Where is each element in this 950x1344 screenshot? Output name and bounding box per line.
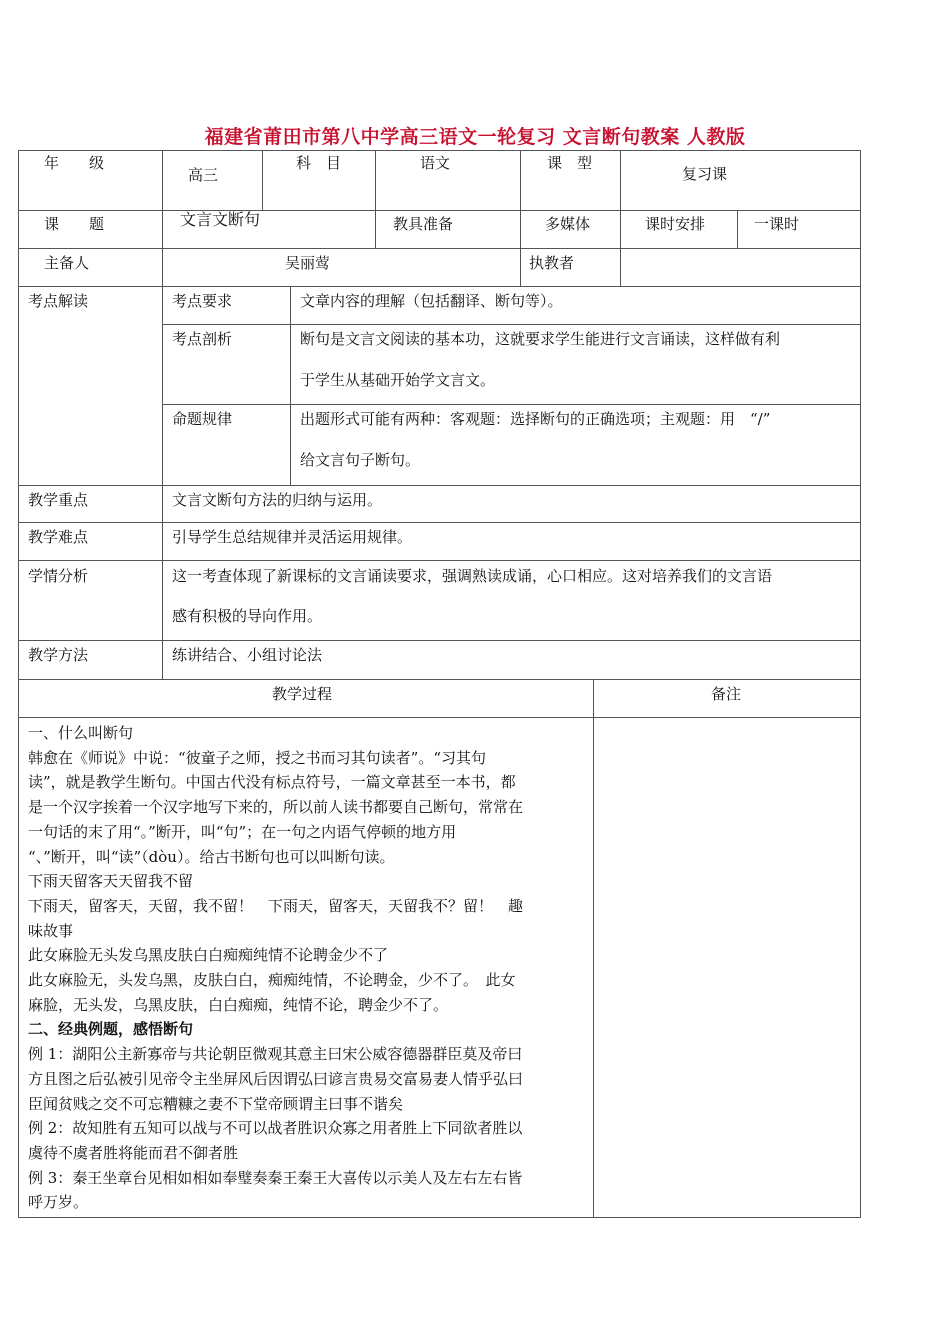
method-text: 练讲结合、小组讨论法	[172, 646, 323, 664]
grade-value: 高三	[188, 166, 219, 184]
subject-value: 语文	[420, 154, 451, 172]
column-divider	[520, 150, 521, 286]
row-divider	[18, 485, 861, 486]
column-divider	[162, 150, 163, 679]
notes-header: 备注	[711, 685, 742, 703]
row-divider	[18, 248, 861, 249]
prep-label: 主备人	[44, 254, 90, 272]
difficulty-text: 引导学生总结规律并灵活运用规律。	[172, 528, 413, 546]
learner-label: 学情分析	[28, 567, 89, 585]
row-divider	[162, 404, 861, 405]
tools-value: 多媒体	[545, 215, 591, 233]
rule-text-line-1: 出题形式可能有两种：客观题：选择断句的正确选项；主观题：用 “/”	[300, 410, 771, 428]
example-line: 例 1：湖阳公主新寡帝与共论朝臣微观其意主曰宋公威容德器群臣莫及帝曰	[28, 1045, 523, 1064]
focus-text: 文言文断句方法的归纳与运用。	[172, 491, 383, 509]
process-line: 麻脸，无头发，乌黑皮肤，白白痴痴，纯情不论，聘金少不了。	[28, 995, 449, 1014]
learner-text-line-2: 感有积极的导向作用。	[172, 607, 323, 625]
section-2-heading: 二、经典例题，感悟断句	[28, 1020, 194, 1039]
process-line: 下雨天留客天天留我不留	[28, 872, 194, 891]
row-divider	[18, 640, 861, 641]
row-divider	[18, 210, 861, 211]
requirement-text: 文章内容的理解（包括翻译、断句等）。	[300, 292, 563, 310]
column-divider	[737, 210, 738, 248]
process-line: 是一个汉字挨着一个汉字地写下来的，所以前人读书都要自己断句，常常在	[28, 798, 524, 817]
process-line: 一、什么叫断句	[28, 724, 134, 742]
process-line: 下雨天，留客天，天留，我不留！ 下雨天，留客天，天留我不？留！ 趣	[28, 896, 524, 915]
row-divider	[162, 324, 861, 325]
document-title: 福建省莆田市第八中学高三语文一轮复习 文言断句教案 人教版	[204, 126, 746, 148]
learner-text-line-1: 这一考查体现了新课标的文言诵读要求，强调熟读成诵，心口相应。这对培养我们的文言语	[172, 567, 773, 585]
row-divider	[18, 560, 861, 561]
rule-text-line-2: 给文言句子断句。	[300, 451, 421, 469]
column-divider	[593, 679, 594, 1218]
example-line: 例 3：秦王坐章台见相如相如奉璧奏秦王秦王大喜传以示美人及左右左右皆	[28, 1168, 523, 1187]
example-line: 臣闻贫贱之交不可忘糟糠之妻不下堂帝顾谓主曰事不谐矣	[28, 1094, 404, 1113]
process-line: 此女麻脸无，头发乌黑，皮肤白白，痴痴纯情，不论聘金，少不了。 此女	[28, 971, 516, 990]
teacher-label: 执教者	[529, 254, 575, 272]
requirement-label: 考点要求	[172, 292, 233, 310]
dissection-text-line-1: 断句是文言文阅读的基本功，这就要求学生能进行文言诵读，这样做有利	[300, 330, 781, 348]
prep-value: 吴丽莺	[285, 254, 331, 272]
process-line: 味故事	[28, 921, 74, 940]
process-header: 教学过程	[272, 685, 333, 703]
process-line: 韩愈在《师说》中说：“彼童子之师，授之书而习其句读者”。“习其句	[28, 748, 487, 767]
row-divider	[18, 679, 861, 680]
column-divider	[290, 286, 291, 485]
example-line: 方且图之后弘被引见帝令主坐屏风后因谓弘曰谚言贵易交富易妻人情乎弘曰	[28, 1069, 524, 1088]
dissection-label: 考点剖析	[172, 330, 233, 348]
column-divider	[262, 150, 263, 210]
hours-label: 课时安排	[645, 215, 706, 233]
example-line: 呼万岁。	[28, 1193, 89, 1212]
hours-value: 一课时	[754, 215, 800, 233]
process-body	[28, 721, 584, 1215]
process-line: “、”断开，叫“读”（dòu）。给古书断句也可以叫断句读。	[28, 847, 395, 866]
column-divider	[620, 150, 621, 286]
dissection-text-line-2: 于学生从基础开始学文言文。	[300, 371, 496, 389]
method-label: 教学方法	[28, 646, 89, 664]
row-divider	[18, 286, 861, 287]
analysis-section-label: 考点解读	[28, 292, 89, 310]
type-value: 复习课	[682, 165, 728, 183]
row-divider	[18, 717, 861, 718]
focus-label: 教学重点	[28, 491, 89, 509]
process-line: 读”，就是教学生断句。中国古代没有标点符号，一篇文章甚至一本书，都	[28, 773, 516, 792]
column-divider	[375, 150, 376, 248]
topic-value: 文言文断句	[180, 210, 261, 229]
topic-label: 课 题	[44, 215, 105, 233]
tools-label: 教具准备	[393, 215, 454, 233]
rule-label: 命题规律	[172, 410, 233, 428]
difficulty-label: 教学难点	[28, 528, 89, 546]
process-line: 此女麻脸无头发乌黑皮肤白白痴痴纯情不论聘金少不了	[28, 946, 389, 965]
grade-label: 年 级	[44, 154, 105, 172]
subject-label: 科 目	[296, 154, 342, 172]
example-line: 例 2：故知胜有五知可以战与不可以战者胜识众寡之用者胜上下同欲者胜以	[28, 1119, 523, 1138]
example-line: 虞待不虞者胜将能而君不御者胜	[28, 1143, 239, 1162]
process-line: 一句话的末了用“。”断开，叫“句”；在一句之内语气停顿的地方用	[28, 822, 457, 841]
type-label: 课 型	[547, 154, 593, 172]
row-divider	[18, 522, 861, 523]
